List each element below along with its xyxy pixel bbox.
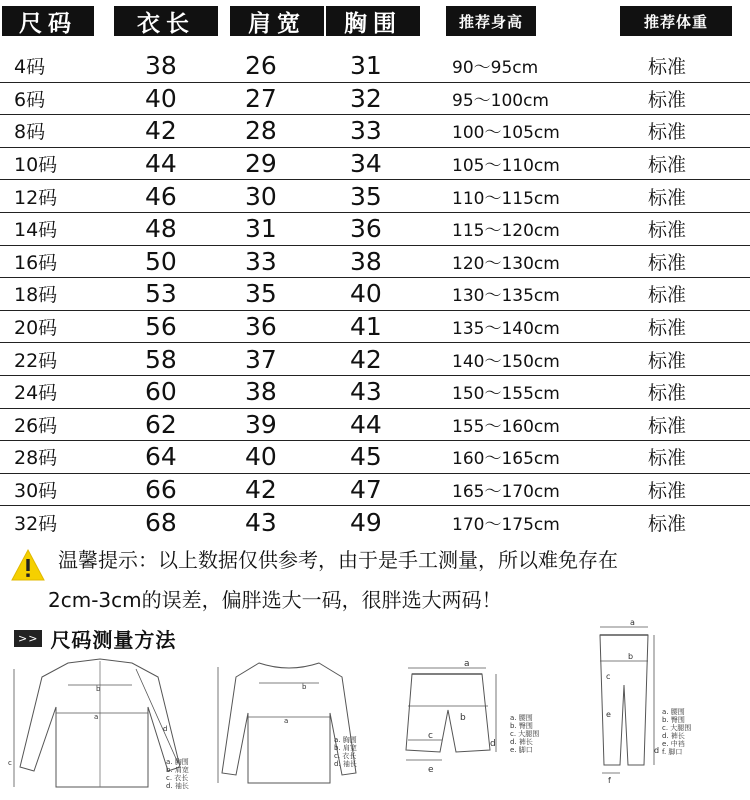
weight-cell: 标准 [648,154,687,177]
length-cell: 40 [145,83,177,113]
svg-text:b: b [302,683,307,691]
weight-cell: 标准 [648,382,687,405]
svg-text:c: c [428,731,433,741]
weight-cell: 标准 [648,121,687,144]
shoulder-cell: 37 [245,344,277,374]
height-cell: 95～100cm [452,90,549,111]
length-cell: 42 [145,116,177,146]
weight-cell: 标准 [648,317,687,340]
shoulder-cell: 30 [245,181,277,211]
shirt-legend [166,758,189,790]
height-cell: 140～150cm [452,351,560,372]
table-row [0,375,750,408]
legend-item: d. 裤长 [510,738,533,746]
length-cell: 68 [145,507,177,537]
chest-cell: 38 [350,246,382,276]
length-cell: 64 [145,442,177,472]
weight-cell: 标准 [648,349,687,372]
chest-cell: 42 [350,344,382,374]
length-cell: 44 [145,149,177,179]
length-cell: 60 [145,377,177,407]
legend-item: b. 肩宽 [334,744,357,752]
table-row [0,473,750,506]
header-shoulder: 肩宽 [230,6,324,36]
svg-text:d: d [163,725,168,733]
shoulder-cell: 40 [245,442,277,472]
measure-title-text: 尺码测量方法 [50,628,177,652]
chest-cell: 31 [350,51,382,81]
height-cell: 135～140cm [452,319,560,340]
size-cell: 8码 [14,121,46,144]
weight-cell: 标准 [648,512,687,535]
svg-text:b: b [460,713,466,723]
shorts-legend [510,714,539,754]
size-cell: 22码 [14,349,58,372]
table-row [0,245,750,278]
legend-item: d. 袖长 [166,782,189,790]
size-cell: 30码 [14,480,58,503]
weight-cell: 标准 [648,88,687,111]
svg-text:a: a [284,717,289,725]
legend-item: c. 大腿围 [662,724,692,732]
weight-cell: 标准 [648,447,687,470]
height-cell: 115～120cm [452,221,560,242]
table-row [0,212,750,245]
legend-item: e. 中裆 [662,740,685,748]
table-row [0,505,750,538]
height-cell: 155～160cm [452,416,560,437]
notice-line-1: 温馨提示：以上数据仅供参考，由于是手工测量，所以难免存在 [58,548,618,572]
svg-text:c: c [8,759,12,767]
header-height: 推荐身高 [446,6,536,36]
legend-item: b. 臀围 [662,716,685,724]
chest-cell: 45 [350,442,382,472]
length-cell: 58 [145,344,177,374]
legend-item: a. 腰围 [510,714,533,722]
legend-item: c. 衣长 [334,752,357,760]
size-cell: 12码 [14,186,58,209]
legend-item: a. 胸围 [334,736,357,744]
trousers-diagram [592,615,660,785]
size-table [0,50,750,538]
svg-text:a: a [464,660,470,669]
shoulder-cell: 36 [245,312,277,342]
table-row [0,50,750,82]
chest-cell: 44 [350,409,382,439]
svg-text:f: f [608,776,611,785]
svg-text:e: e [428,765,434,775]
size-cell: 20码 [14,317,58,340]
chest-cell: 35 [350,181,382,211]
legend-item: d. 裤长 [662,732,685,740]
legend-item: f. 脚口 [662,748,683,756]
shoulder-cell: 27 [245,83,277,113]
svg-text:a: a [94,713,99,721]
arrow-badge: >> [14,630,42,647]
size-cell: 26码 [14,414,58,437]
weight-cell: 标准 [648,186,687,209]
size-cell: 24码 [14,382,58,405]
shoulder-cell: 28 [245,116,277,146]
header-chest: 胸围 [326,6,420,36]
sweater-diagram [214,655,364,795]
length-cell: 46 [145,181,177,211]
size-cell: 28码 [14,447,58,470]
shoulder-cell: 42 [245,475,277,505]
table-row [0,147,750,180]
chest-cell: 47 [350,475,382,505]
shoulder-cell: 31 [245,214,277,244]
size-cell: 16码 [14,251,58,274]
length-cell: 53 [145,279,177,309]
chest-cell: 32 [350,83,382,113]
legend-item: a. 胸围 [166,758,189,766]
legend-item: a. 腰围 [662,708,685,716]
warning-triangle-icon [10,548,46,582]
size-cell: 14码 [14,219,58,242]
height-cell: 120～130cm [452,253,560,274]
weight-cell: 标准 [648,480,687,503]
height-cell: 150～155cm [452,384,560,405]
svg-text:a: a [630,618,635,627]
shoulder-cell: 29 [245,149,277,179]
legend-item: b. 臀围 [510,722,533,730]
shoulder-cell: 38 [245,377,277,407]
notice-line-2: 2cm-3cm的误差，偏胖选大一码，很胖选大两码！ [48,588,502,612]
height-cell: 105～110cm [452,156,560,177]
header-size: 尺码 [2,6,94,36]
shoulder-cell: 43 [245,507,277,537]
length-cell: 38 [145,51,177,81]
svg-text:b: b [628,652,634,661]
table-row [0,342,750,375]
shorts-diagram [398,660,508,780]
height-cell: 110～115cm [452,188,560,209]
size-cell: 10码 [14,154,58,177]
height-cell: 90～95cm [452,58,539,79]
shoulder-cell: 35 [245,279,277,309]
shirt-diagram [8,655,190,795]
table-row [0,277,750,310]
weight-cell: 标准 [648,56,687,79]
trousers-legend [662,708,691,756]
size-cell: 6码 [14,88,46,111]
svg-text:b: b [96,685,101,693]
table-row [0,408,750,441]
table-row [0,82,750,115]
legend-item: d. 袖长 [334,760,357,768]
chest-cell: 36 [350,214,382,244]
chest-cell: 33 [350,116,382,146]
weight-cell: 标准 [648,251,687,274]
chest-cell: 49 [350,507,382,537]
weight-cell: 标准 [648,414,687,437]
table-row [0,310,750,343]
svg-text:c: c [606,672,611,681]
header-length: 衣长 [114,6,218,36]
sweater-legend [334,736,357,768]
table-row [0,114,750,147]
chest-cell: 41 [350,312,382,342]
svg-text:d: d [654,746,660,755]
height-cell: 165～170cm [452,482,560,503]
table-row [0,440,750,473]
size-cell: 32码 [14,512,58,535]
legend-item: b. 肩宽 [166,766,189,774]
chest-cell: 40 [350,279,382,309]
length-cell: 50 [145,246,177,276]
svg-text:d: d [490,739,496,749]
length-cell: 56 [145,312,177,342]
legend-item: e. 脚口 [510,746,533,754]
header-weight: 推荐体重 [620,6,732,36]
shoulder-cell: 33 [245,246,277,276]
chest-cell: 43 [350,377,382,407]
svg-text:e: e [606,710,611,719]
length-cell: 48 [145,214,177,244]
weight-cell: 标准 [648,284,687,307]
height-cell: 170～175cm [452,514,560,535]
length-cell: 62 [145,409,177,439]
height-cell: 160～165cm [452,449,560,470]
size-cell: 18码 [14,284,58,307]
size-cell: 4码 [14,56,46,79]
length-cell: 66 [145,475,177,505]
shoulder-cell: 39 [245,409,277,439]
measure-title [14,624,176,653]
chest-cell: 34 [350,149,382,179]
legend-item: c. 大腿围 [510,730,540,738]
weight-cell: 标准 [648,219,687,242]
shoulder-cell: 26 [245,51,277,81]
height-cell: 100～105cm [452,123,560,144]
table-row [0,179,750,212]
height-cell: 130～135cm [452,286,560,307]
legend-item: c. 衣长 [166,774,189,782]
